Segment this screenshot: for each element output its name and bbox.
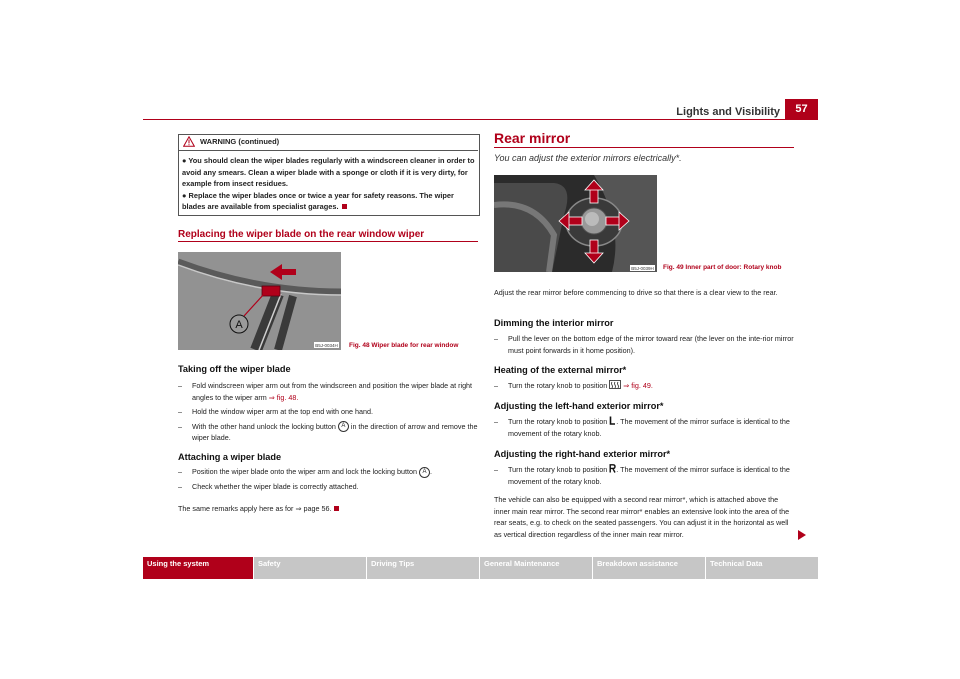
left-mirror-steps xyxy=(494,416,794,439)
marker-a: A xyxy=(338,421,349,432)
taking-off-steps xyxy=(178,380,478,444)
same-remarks-note xyxy=(178,503,478,515)
step-text: Turn the rotary knob to position xyxy=(508,381,610,390)
fig-49-link[interactable]: ⇒ fig. 49. xyxy=(623,381,653,390)
warning-body xyxy=(182,155,476,213)
footer-tab-breakdown-assistance[interactable]: Breakdown assistance xyxy=(593,557,705,579)
section-rule xyxy=(494,147,794,148)
subsection-right-mirror: Adjusting the right-hand exterior mirror* xyxy=(494,449,671,459)
marker-a: A xyxy=(419,467,430,478)
step-text: . The movement of the mirror surface is identical to the movement of the rotary knob. xyxy=(508,465,790,486)
subsection-dimming: Dimming the interior mirror xyxy=(494,318,614,328)
subsection-left-mirror: Adjusting the left-hand exterior mirror* xyxy=(494,401,664,411)
second-mirror-paragraph: The vehicle can also be equipped with a second rear mirror*, which is attached above the inner main rear mirror. The second rear mirror* enables an extensive look into the area of the rear seats, e.g. to check on the seated passengers. You can adjust it in the horizontal as well as vertical direction regardless of the inner main rear mirror. xyxy=(494,495,790,539)
step: – Pull the lever on the bottom edge of the mirror toward rear (the lever on the inte-rior mirror must point forwards in it home position). xyxy=(494,334,794,355)
step-text: Check whether the wiper blade is correctly attached. xyxy=(192,481,359,491)
next-page-arrow-icon[interactable] xyxy=(798,530,806,540)
figure-wiper-blade xyxy=(178,252,341,350)
footer-tab-using-the-system[interactable]: Using the system xyxy=(143,557,253,579)
subsection-heating: Heating of the external mirror* xyxy=(494,365,627,375)
figure-label-a: A xyxy=(235,319,243,331)
section-title-wiper: Replacing the wiper blade on the rear window wiper xyxy=(178,229,425,240)
warning-item: ● You should clean the wiper blades regularly with a windscreen cleaner in order to avoid any smears. Clean a wiper blade with a sponge or cloth if it is very dirty, for example from insect residues. xyxy=(182,156,475,188)
wiper-blade-illustration xyxy=(178,252,341,350)
step-text: Turn the rotary knob to position xyxy=(508,465,608,474)
subsection-taking-off: Taking off the wiper blade xyxy=(178,364,291,374)
step: – With the other hand unlock the locking button A in the direction of arrow and remove the wiper blade. xyxy=(178,421,478,443)
step: – Hold the window wiper arm at the top end with one hand. xyxy=(178,407,373,416)
figure-caption-49: Fig. 49 Inner part of door: Rotary knob xyxy=(663,264,782,271)
figure-rotary-knob xyxy=(494,175,657,272)
footer-tab-general-maintenance[interactable]: General Maintenance xyxy=(480,557,592,579)
section-end-marker xyxy=(334,506,339,511)
rear-mirror-intro: Adjust the rear mirror before commencing to drive so that there is a clear view to the rear. xyxy=(494,288,778,297)
section-end-marker xyxy=(342,204,347,209)
mirror-heating-icon xyxy=(609,380,621,389)
step-text: With the other hand unlock the locking button xyxy=(192,421,338,431)
header-rule xyxy=(143,119,818,120)
warning-item-text: You should clean the wiper blades regularly with a windscreen cleaner in order to avoid any smears. Clean a wiper blade with a sponge or cloth if it is very dirty, for example from insect residues. xyxy=(182,156,475,188)
heating-steps xyxy=(494,380,794,392)
step-text: Hold the window wiper arm at the top end with one hand. xyxy=(192,407,373,416)
right-mirror-steps xyxy=(494,464,794,487)
section-subtitle: You can adjust the exterior mirrors electrically*. xyxy=(494,153,682,163)
page-number: 57 xyxy=(785,99,818,119)
dimming-steps xyxy=(494,333,794,356)
remark-text: The same remarks apply here as for ⇒ page 56. xyxy=(178,504,332,513)
warning-item-text: Replace the wiper blades once or twice a year for safety reasons. The wiper blades are available from specialist garages. xyxy=(182,190,454,211)
step-text: Turn the rotary knob to position xyxy=(508,417,608,426)
warning-triangle-icon xyxy=(183,136,195,147)
footer-tab-safety[interactable]: Safety xyxy=(254,557,366,579)
step-text: in the direction of arrow and remove the wiper blade. xyxy=(192,421,478,443)
step-text: . xyxy=(429,467,432,476)
warning-item: ● Replace the wiper blades once or twice a year for safety reasons. The wiper blades are available from specialist garages. xyxy=(182,190,454,211)
footer-tab-driving-tips[interactable]: Driving Tips xyxy=(367,557,479,579)
step: – Fold windscreen wiper arm out from the windscreen and position the wiper blade at right angles to the wiper arm ⇒ fig. 48. xyxy=(178,381,473,402)
warning-header xyxy=(178,134,478,151)
step: – Position the wiper blade onto the wiper arm and lock the locking button A . xyxy=(178,467,432,476)
figure-code: B5J-0039H xyxy=(631,266,654,271)
step: – Turn the rotary knob to position . The movement of the mirror surface is identical to the movement of the rotary knob. xyxy=(494,465,790,486)
attaching-steps xyxy=(178,466,478,492)
fig-48-link[interactable]: ⇒ fig. 48. xyxy=(268,392,299,402)
section-title-rear-mirror: Rear mirror xyxy=(494,130,571,146)
step: – Turn the rotary knob to position . The movement of the mirror surface is identical to the movement of the rotary knob. xyxy=(494,417,790,438)
figure-caption-48: Fig. 48 Wiper blade for rear window xyxy=(349,342,459,349)
step-text: Position the wiper blade onto the wiper arm and lock the locking button xyxy=(192,467,419,476)
step: – Check whether the wiper blade is correctly attached. xyxy=(178,481,359,491)
subsection-attaching: Attaching a wiper blade xyxy=(178,452,282,462)
chapter-title: Lights and Visibility xyxy=(676,106,780,118)
footer-tab-technical-data[interactable]: Technical Data xyxy=(706,557,818,579)
step-text: Pull the lever on the bottom edge of the mirror toward rear (the lever on the inte-rior mirror must point forwards in it home position). xyxy=(508,334,794,355)
section-rule xyxy=(178,241,478,242)
step: – Turn the rotary knob to position ⇒ fig. 49. xyxy=(494,381,653,390)
step-text: Fold windscreen wiper arm out from the windscreen and position the wiper blade at right angles to the wiper arm xyxy=(192,381,473,402)
figure-code: B5J-0034H xyxy=(315,343,338,348)
step-text: . The movement of the mirror surface is identical to the movement of the rotary knob. xyxy=(508,417,790,438)
warning-title: WARNING (continued) xyxy=(200,137,280,146)
rotary-knob-illustration xyxy=(494,175,657,272)
